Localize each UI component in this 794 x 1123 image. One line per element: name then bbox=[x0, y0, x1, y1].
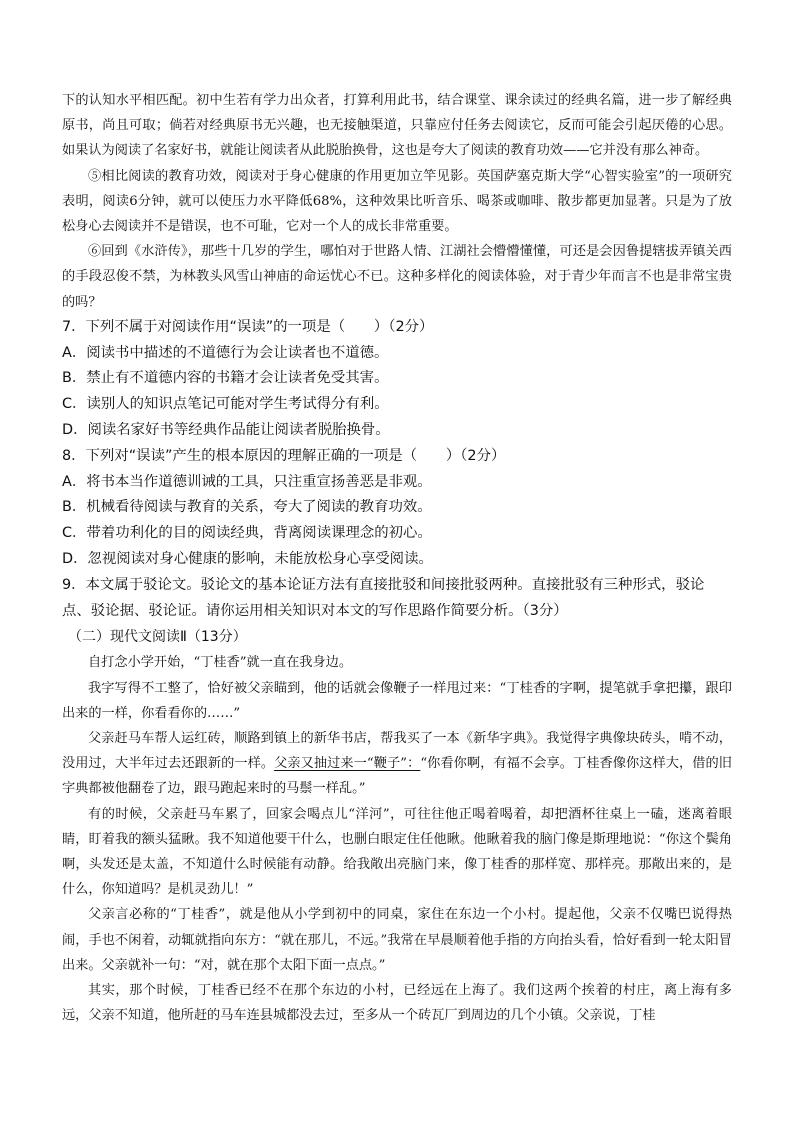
passage1-paragraph-6: ⑥回到《水浒传》，那些十几岁的学生，哪怕对于世路人情、江湖社会懵懵懂懂，可还是会因鲁提辖拔弄镇关西的手段忍俊不禁，为林教头风雪山神庙的命运忧心不已。这种多样化的阅读体验，对于青少年而言不也是非常宝贵的吗？ bbox=[62, 244, 732, 310]
question-8-option-b: B．机械看待阅读与教育的关系，夸大了阅读的教育功效。 bbox=[62, 499, 432, 516]
passage1-paragraph-5: ⑤相比阅读的教育功效，阅读对于身心健康的作用更加立竿见影。英国萨塞克斯大学“心智实验室”的一项研究表明，阅读6分钟，就可以使压力水平降低68%，这种效果比听音乐、喝茶或咖啡、散步都更加显著。只是为了放松身心去阅读并不是错误，也不可耻，它对一个人的成长非常重要。 bbox=[62, 168, 732, 235]
passage2-paragraph-3 bbox=[62, 726, 732, 802]
question-8-stem: 8．下列对“误读”产生的根本原因的理解正确的一项是（ ）（2分） bbox=[62, 447, 506, 464]
passage2-paragraph-6: 其实，那个时候，丁桂香已经不在那个东边的小村，已经远在上海了。我们这两个挨着的村庄，离上海有多远，父亲不知道，他所赶的马车连县城都没去过，至多从一个砖瓦厂到周边的几个小镇。父亲说，丁桂 bbox=[62, 983, 732, 1024]
question-7-stem: 7．下列不属于对阅读作用“误读”的一项是（ ）（2分） bbox=[62, 318, 434, 335]
question-8 bbox=[62, 444, 732, 573]
underlined-sentence: 父亲又抽过来一“鞭子”： bbox=[274, 756, 421, 772]
question-7 bbox=[62, 315, 732, 444]
passage2 bbox=[62, 650, 732, 1028]
passage2-paragraph-5: 父亲言必称的“丁桂香”，就是他从小学到初中的同桌，家住在东边一个小村。提起他，父亲不仅嘴巴说得热闹，手也不闲着，动辄就指向东方：“就在那儿，不远。”我常在早晨顺着他手指的方向抬头看，恰好看到一轮太阳冒出来。父亲就补一句：“对，就在那个太阳下面一点点。” bbox=[62, 907, 732, 973]
passage2-paragraph-4: 有的时候，父亲赶马车累了，回家会喝点儿“洋河”，可往往他正喝着喝着，却把酒杯往桌上一磕，迷离着眼睛，盯着我的额头猛瞅。我不知道他要干什么，也删白眼定住任他瞅。他瞅着我的脑门像是斯理地说：“你这个鬓角啊，头发还是太盖，不知道什么时候能有动静。给我敞出亮脑门来，像丁桂香的那样宽、那样亮。那敞出来的，是什么，你知道吗？是机灵劲儿！” bbox=[62, 806, 732, 898]
question-8-option-c: C．带着功利化的目的阅读经典，背离阅读课理念的初心。 bbox=[62, 525, 432, 542]
section-2-heading: （二）现代文阅读Ⅱ（13分） bbox=[68, 629, 247, 646]
question-8-option-d: D．忽视阅读对身心健康的影响，未能放松身心享受阅读。 bbox=[62, 551, 433, 567]
passage2-paragraph-1: 自打念小学开始，“丁桂香”就一直在我身边。 bbox=[88, 655, 353, 671]
question-9 bbox=[62, 573, 732, 625]
question-8-option-a: A．将书本当作道德训诫的工具，只注重宣扬善恶是非观。 bbox=[62, 473, 432, 490]
question-9-stem: 9．本文属于驳论文。驳论文的基本论证方法有直接批驳和间接批驳两种。直接批驳有三种形式，驳论点、驳论据、驳论证。请你运用相关知识对本文的写作思路作简要分析。（3分） bbox=[62, 576, 705, 619]
passage2-paragraph-2: 我字写得不工整了，恰好被父亲瞄到，他的话就会像鞭子一样甩过来：“丁桂香的字啊，提笔就手拿把攥，跟印出来的一样，你看看你的……” bbox=[62, 680, 732, 721]
question-7-option-b: B．禁止有不道德内容的书籍才会让读者免受其害。 bbox=[62, 370, 389, 387]
passage2-paragraph-3-part-b: “你看你啊，有福不会享。丁桂香像你这样大，借的旧字典都被他翻卷了边，跟马跑起来时的马鬃一样乱。” bbox=[62, 756, 732, 797]
question-7-option-c: C．读别人的知识点笔记可能对学生考试得分有利。 bbox=[62, 396, 389, 413]
question-7-option-d: D．阅读名家好书等经典作品能让阅读者脱胎换骨。 bbox=[62, 422, 390, 439]
passage2-paragraph-3-part-a: 父亲赶马车帮人运红砖，顺路到镇上的新华书店，帮我买了一本《新华字典》。我觉得字典像块砖头，啃不动，没用过，大半年过去还跟新的一样。 bbox=[62, 731, 732, 772]
passage1-continued-paragraph: 下的认知水平相匹配。初中生若有学力出众者，打算利用此书，结合课堂、课余读过的经典名篇，进一步了解经典原书，尚且可取；倘若对经典原书无兴趣，也无接触渠道，只靠应付任务去阅读它，反而可能会引起厌倦的心思。如果认为阅读了名家好书，就能让阅读者从此脱胎换骨，这也是夸大了阅读的教育功效——它并没有那么神奇。 bbox=[62, 93, 732, 159]
question-7-option-a: A．阅读书中描述的不道德行为会让读者也不道德。 bbox=[62, 344, 389, 361]
